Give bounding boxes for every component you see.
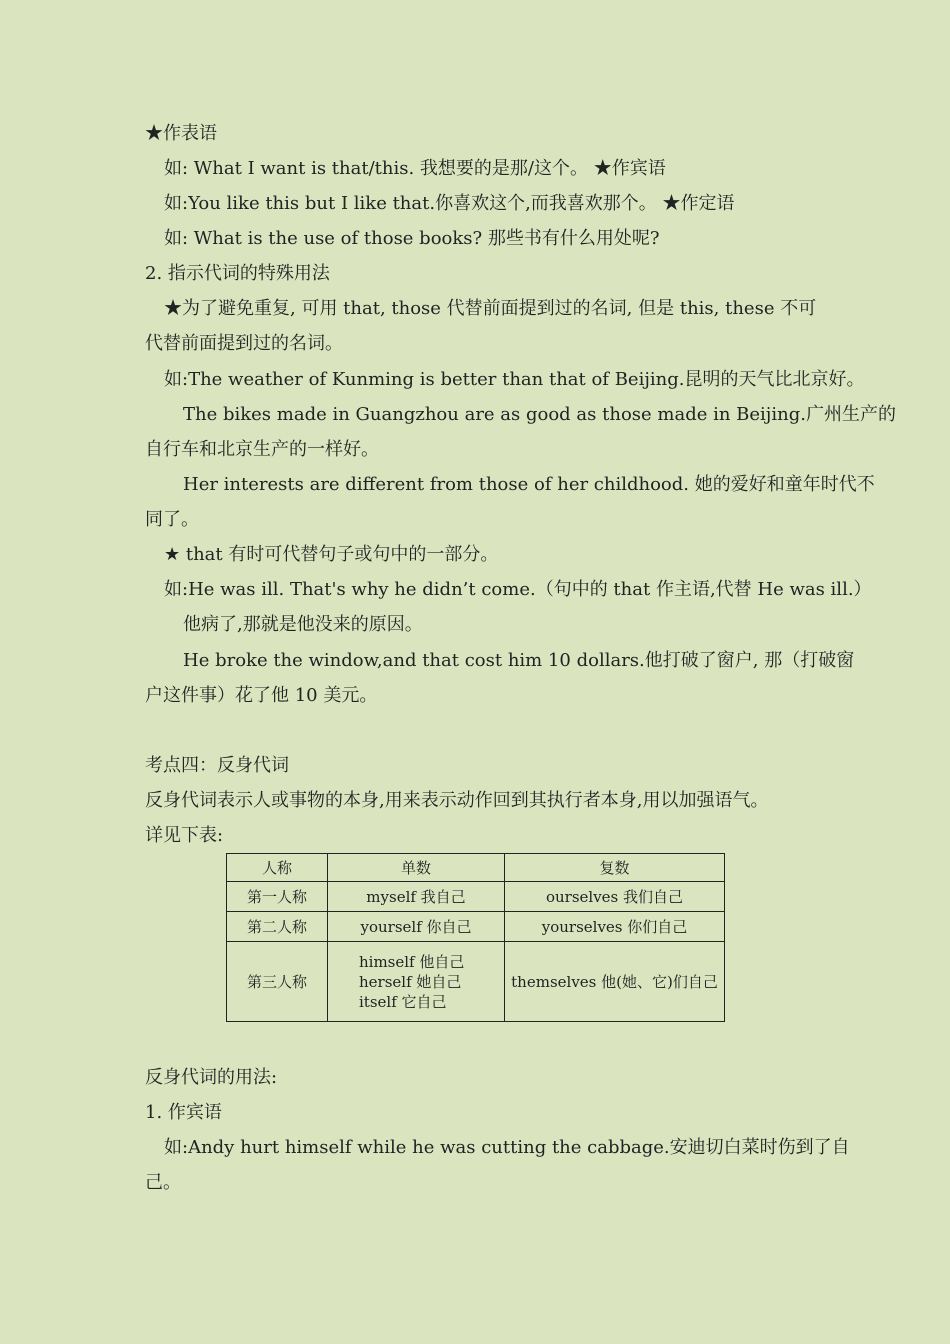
section-intro: 反身代词表示人或事物的本身,用来表示动作回到其执行者本身,用以加强语气。 bbox=[145, 790, 769, 811]
cell-singular-line: herself 她自己 bbox=[359, 972, 462, 991]
table-row bbox=[227, 882, 725, 912]
example-line: 同了。 bbox=[145, 509, 199, 530]
cell-person: 第一人称 bbox=[227, 882, 328, 912]
cell-plural: yourselves 你们自己 bbox=[505, 912, 725, 942]
example-line: 户这件事）花了他 10 美元。 bbox=[145, 685, 378, 706]
header-singular: 单数 bbox=[328, 854, 505, 882]
example-line: 如:He was ill. That's why he didn’t come.（句中的 that 作主语,代替 He was ill.） bbox=[164, 579, 872, 600]
example-line: The bikes made in Guangzhou are as good as those made in Beijing.广州生产的 bbox=[183, 404, 896, 425]
example-line: Her interests are different from those of her childhood. 她的爱好和童年时代不 bbox=[183, 474, 875, 495]
heading-predicative: ★作表语 bbox=[145, 123, 217, 144]
cell-singular bbox=[328, 942, 505, 1022]
table-header-row bbox=[227, 854, 725, 882]
cell-singular: yourself 你自己 bbox=[328, 912, 505, 942]
body-line: ★ that 有时可代替句子或句中的一部分。 bbox=[164, 544, 499, 565]
reflexive-pronoun-table bbox=[226, 853, 725, 1022]
body-line: ★为了避免重复, 可用 that, those 代替前面提到过的名词, 但是 this, these 不可 bbox=[164, 298, 817, 319]
example-line: 如: What I want is that/this. 我想要的是那/这个。 ★作宾语 bbox=[164, 158, 666, 179]
example-line: 如: What is the use of those books? 那些书有什么用处呢? bbox=[164, 228, 660, 249]
cell-person: 第三人称 bbox=[227, 942, 328, 1022]
example-line: 如:Andy hurt himself while he was cutting the cabbage.安迪切白菜时伤到了自 bbox=[164, 1137, 850, 1158]
header-person: 人称 bbox=[227, 854, 328, 882]
usage-title: 反身代词的用法: bbox=[145, 1067, 278, 1088]
see-table-label: 详见下表: bbox=[145, 825, 224, 846]
subheading-special-usage: 2. 指示代词的特殊用法 bbox=[145, 263, 330, 284]
table-row bbox=[227, 942, 725, 1022]
example-line: 如:You like this but I like that.你喜欢这个,而我喜欢那个。 ★作定语 bbox=[164, 193, 735, 214]
example-line: 他病了,那就是他没来的原因。 bbox=[183, 614, 423, 635]
cell-singular-line: himself 他自己 bbox=[359, 952, 465, 971]
section-title: 考点四：反身代词 bbox=[145, 755, 289, 776]
body-line: 代替前面提到过的名词。 bbox=[145, 333, 343, 354]
cell-plural: themselves 他(她、它)们自己 bbox=[505, 942, 725, 1022]
example-line: 己。 bbox=[145, 1172, 181, 1193]
table-row bbox=[227, 912, 725, 942]
header-plural: 复数 bbox=[505, 854, 725, 882]
cell-singular: myself 我自己 bbox=[328, 882, 505, 912]
example-line: 自行车和北京生产的一样好。 bbox=[145, 439, 379, 460]
example-line: He broke the window,and that cost him 10 dollars.他打破了窗户, 那（打破窗 bbox=[183, 650, 855, 671]
usage-item-1: 1. 作宾语 bbox=[145, 1102, 222, 1123]
cell-person: 第二人称 bbox=[227, 912, 328, 942]
cell-plural: ourselves 我们自己 bbox=[505, 882, 725, 912]
example-line: 如:The weather of Kunming is better than that of Beijing.昆明的天气比北京好。 bbox=[164, 369, 865, 390]
cell-singular-line: itself 它自己 bbox=[359, 992, 447, 1011]
